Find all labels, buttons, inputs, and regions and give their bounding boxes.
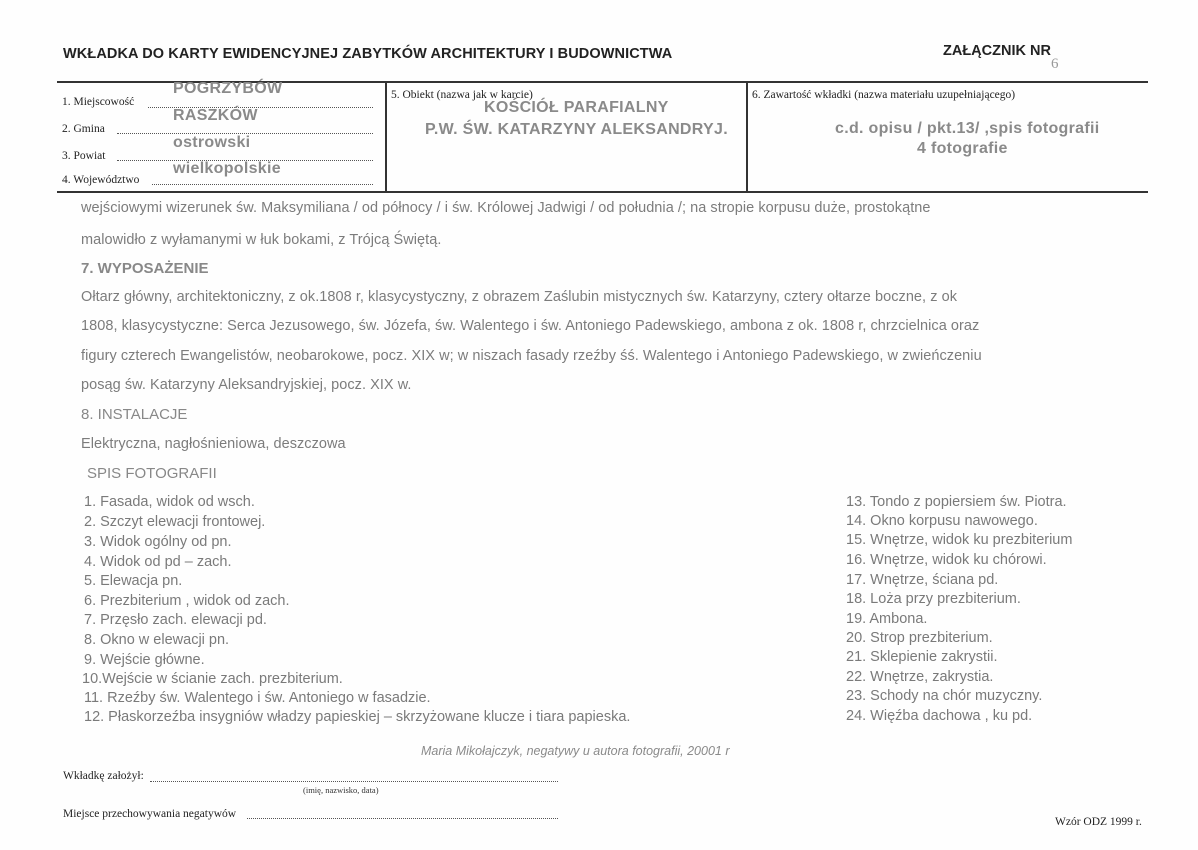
header-bottom-rule <box>57 191 1148 193</box>
photo-item: 13. Tondo z popiersiem św. Piotra. <box>846 494 1067 510</box>
photo-item: 20. Strop prezbiterium. <box>846 630 993 646</box>
annex-number: 6 <box>1051 56 1059 72</box>
author-label: Wkładkę założył: <box>63 770 144 782</box>
author-line <box>150 781 558 782</box>
section-7-line-3: figury czterech Ewangelistów, neobarokowe, pocz. XIX w; w niszach fasady rzeźby śś. Walentego i Antoniego Padewskiego, w zwieńczeniu <box>81 348 982 364</box>
photos-heading: SPIS FOTOGRAFII <box>87 465 217 482</box>
object-line-2: P.W. ŚW. KATARZYNY ALEKSANDRYJ. <box>425 121 728 138</box>
photo-item: 12. Płaskorzeźba insygniów władzy papieskiej – skrzyżowane klucze i tiara papieska. <box>84 709 631 725</box>
form-title: WKŁADKA DO KARTY EWIDENCYJNEJ ZABYTKÓW ARCHITEKTURY I BUDOWNICTWA <box>63 46 673 62</box>
photo-item: 4. Widok od pd – zach. <box>84 554 232 570</box>
photo-item: 10.Wejście w ścianie zach. prezbiterium. <box>82 671 343 687</box>
section-7-line-1: Ołtarz główny, architektoniczny, z ok.1808 r, klasycystyczny, z obrazem Zaślubin mistycznych św. Katarzyny, cztery ołtarze boczne, z ok <box>81 289 957 305</box>
photo-item: 14. Okno korpusu nawowego. <box>846 513 1038 529</box>
field-label-voivodeship: 4. Województwo <box>62 174 140 186</box>
section-8-line: Elektryczna, nagłośnieniowa, deszczowa <box>81 436 346 452</box>
photo-item: 16. Wnętrze, widok ku chórowi. <box>846 552 1047 568</box>
annex-label: ZAŁĄCZNIK NR <box>943 43 1051 59</box>
template-note: Wzór ODZ 1999 r. <box>1055 816 1142 828</box>
photo-item: 9. Wejście główne. <box>84 652 205 668</box>
photo-item: 24. Więźba dachowa , ku pd. <box>846 708 1033 724</box>
contents-line-1: c.d. opisu / pkt.13/ ,spis fotografii <box>835 120 1100 137</box>
photo-item: 6. Prezbiterium , widok od zach. <box>84 593 290 609</box>
photo-item: 7. Przęsło zach. elewacji pd. <box>84 612 267 628</box>
field-value-voivodeship: wielkopolskie <box>173 160 281 177</box>
field-value-county: ostrowski <box>173 134 251 151</box>
section-7-line-2: 1808, klasycystyczne: Serca Jezusowego, św. Józefa, św. Walentego i św. Antoniego Padewskiego, ambona z ok. 1808 r, chrzcielnica oraz <box>81 318 980 334</box>
object-label: 5. Obiekt (nazwa jak w karcie) <box>391 89 533 101</box>
section-7-heading: 7. WYPOSAŻENIE <box>81 260 209 277</box>
photo-item: 17. Wnętrze, ściana pd. <box>846 572 999 588</box>
photo-item: 21. Sklepienie zakrystii. <box>846 649 998 665</box>
intro-line-2: malowidło z wyłamanymi w łuk bokami, z Trójcą Świętą. <box>81 232 442 248</box>
object-line-1: KOŚCIÓŁ PARAFIALNY <box>484 99 669 116</box>
photo-item: 11. Rzeźby św. Walentego i św. Antoniego w fasadzie. <box>84 690 431 706</box>
storage-line <box>247 818 558 819</box>
photo-item: 3. Widok ogólny od pn. <box>84 534 232 550</box>
section-8-heading: 8. INSTALACJE <box>81 406 188 423</box>
storage-label: Miejsce przechowywania negatywów <box>63 808 237 820</box>
field-value-town: POGRZYBÓW <box>173 80 283 97</box>
section-7-line-4: posąg św. Katarzyny Aleksandryjskiej, pocz. XIX w. <box>81 377 412 393</box>
photo-credit: Maria Mikołajczyk, negatywy u autora fotografii, 20001 r <box>421 744 730 758</box>
photo-item: 5. Elewacja pn. <box>84 573 183 589</box>
contents-label: 6. Zawartość wkładki (nazwa materiału uzupełniającego) <box>752 89 1016 101</box>
photo-item: 19. Ambona. <box>846 611 928 627</box>
field-line-voivodeship <box>152 184 373 185</box>
photo-item: 15. Wnętrze, widok ku prezbiterium <box>846 532 1073 548</box>
photo-item: 2. Szczyt elewacji frontowej. <box>84 514 266 530</box>
field-label-county: 3. Powiat <box>62 150 106 162</box>
intro-line-1: wejściowymi wizerunek św. Maksymiliana / od północy / i św. Królowej Jadwigi / od południa /; na stropie korpusu duże, prostokątne <box>81 200 931 216</box>
photo-item: 1. Fasada, widok od wsch. <box>84 494 255 510</box>
header-divider-2 <box>746 81 748 192</box>
photo-item: 8. Okno w elewacji pn. <box>84 632 230 648</box>
author-hint: (imię, nazwisko, data) <box>303 785 379 795</box>
field-label-town: 1. Miejscowość <box>62 96 135 108</box>
photo-item: 23. Schody na chór muzyczny. <box>846 688 1043 704</box>
photo-item: 22. Wnętrze, zakrystia. <box>846 669 994 685</box>
header-divider-1 <box>385 81 387 192</box>
field-value-commune: RASZKÓW <box>173 107 258 124</box>
contents-line-2: 4 fotografie <box>917 140 1008 157</box>
field-label-commune: 2. Gmina <box>62 123 105 135</box>
photo-item: 18. Loża przy prezbiterium. <box>846 591 1021 607</box>
